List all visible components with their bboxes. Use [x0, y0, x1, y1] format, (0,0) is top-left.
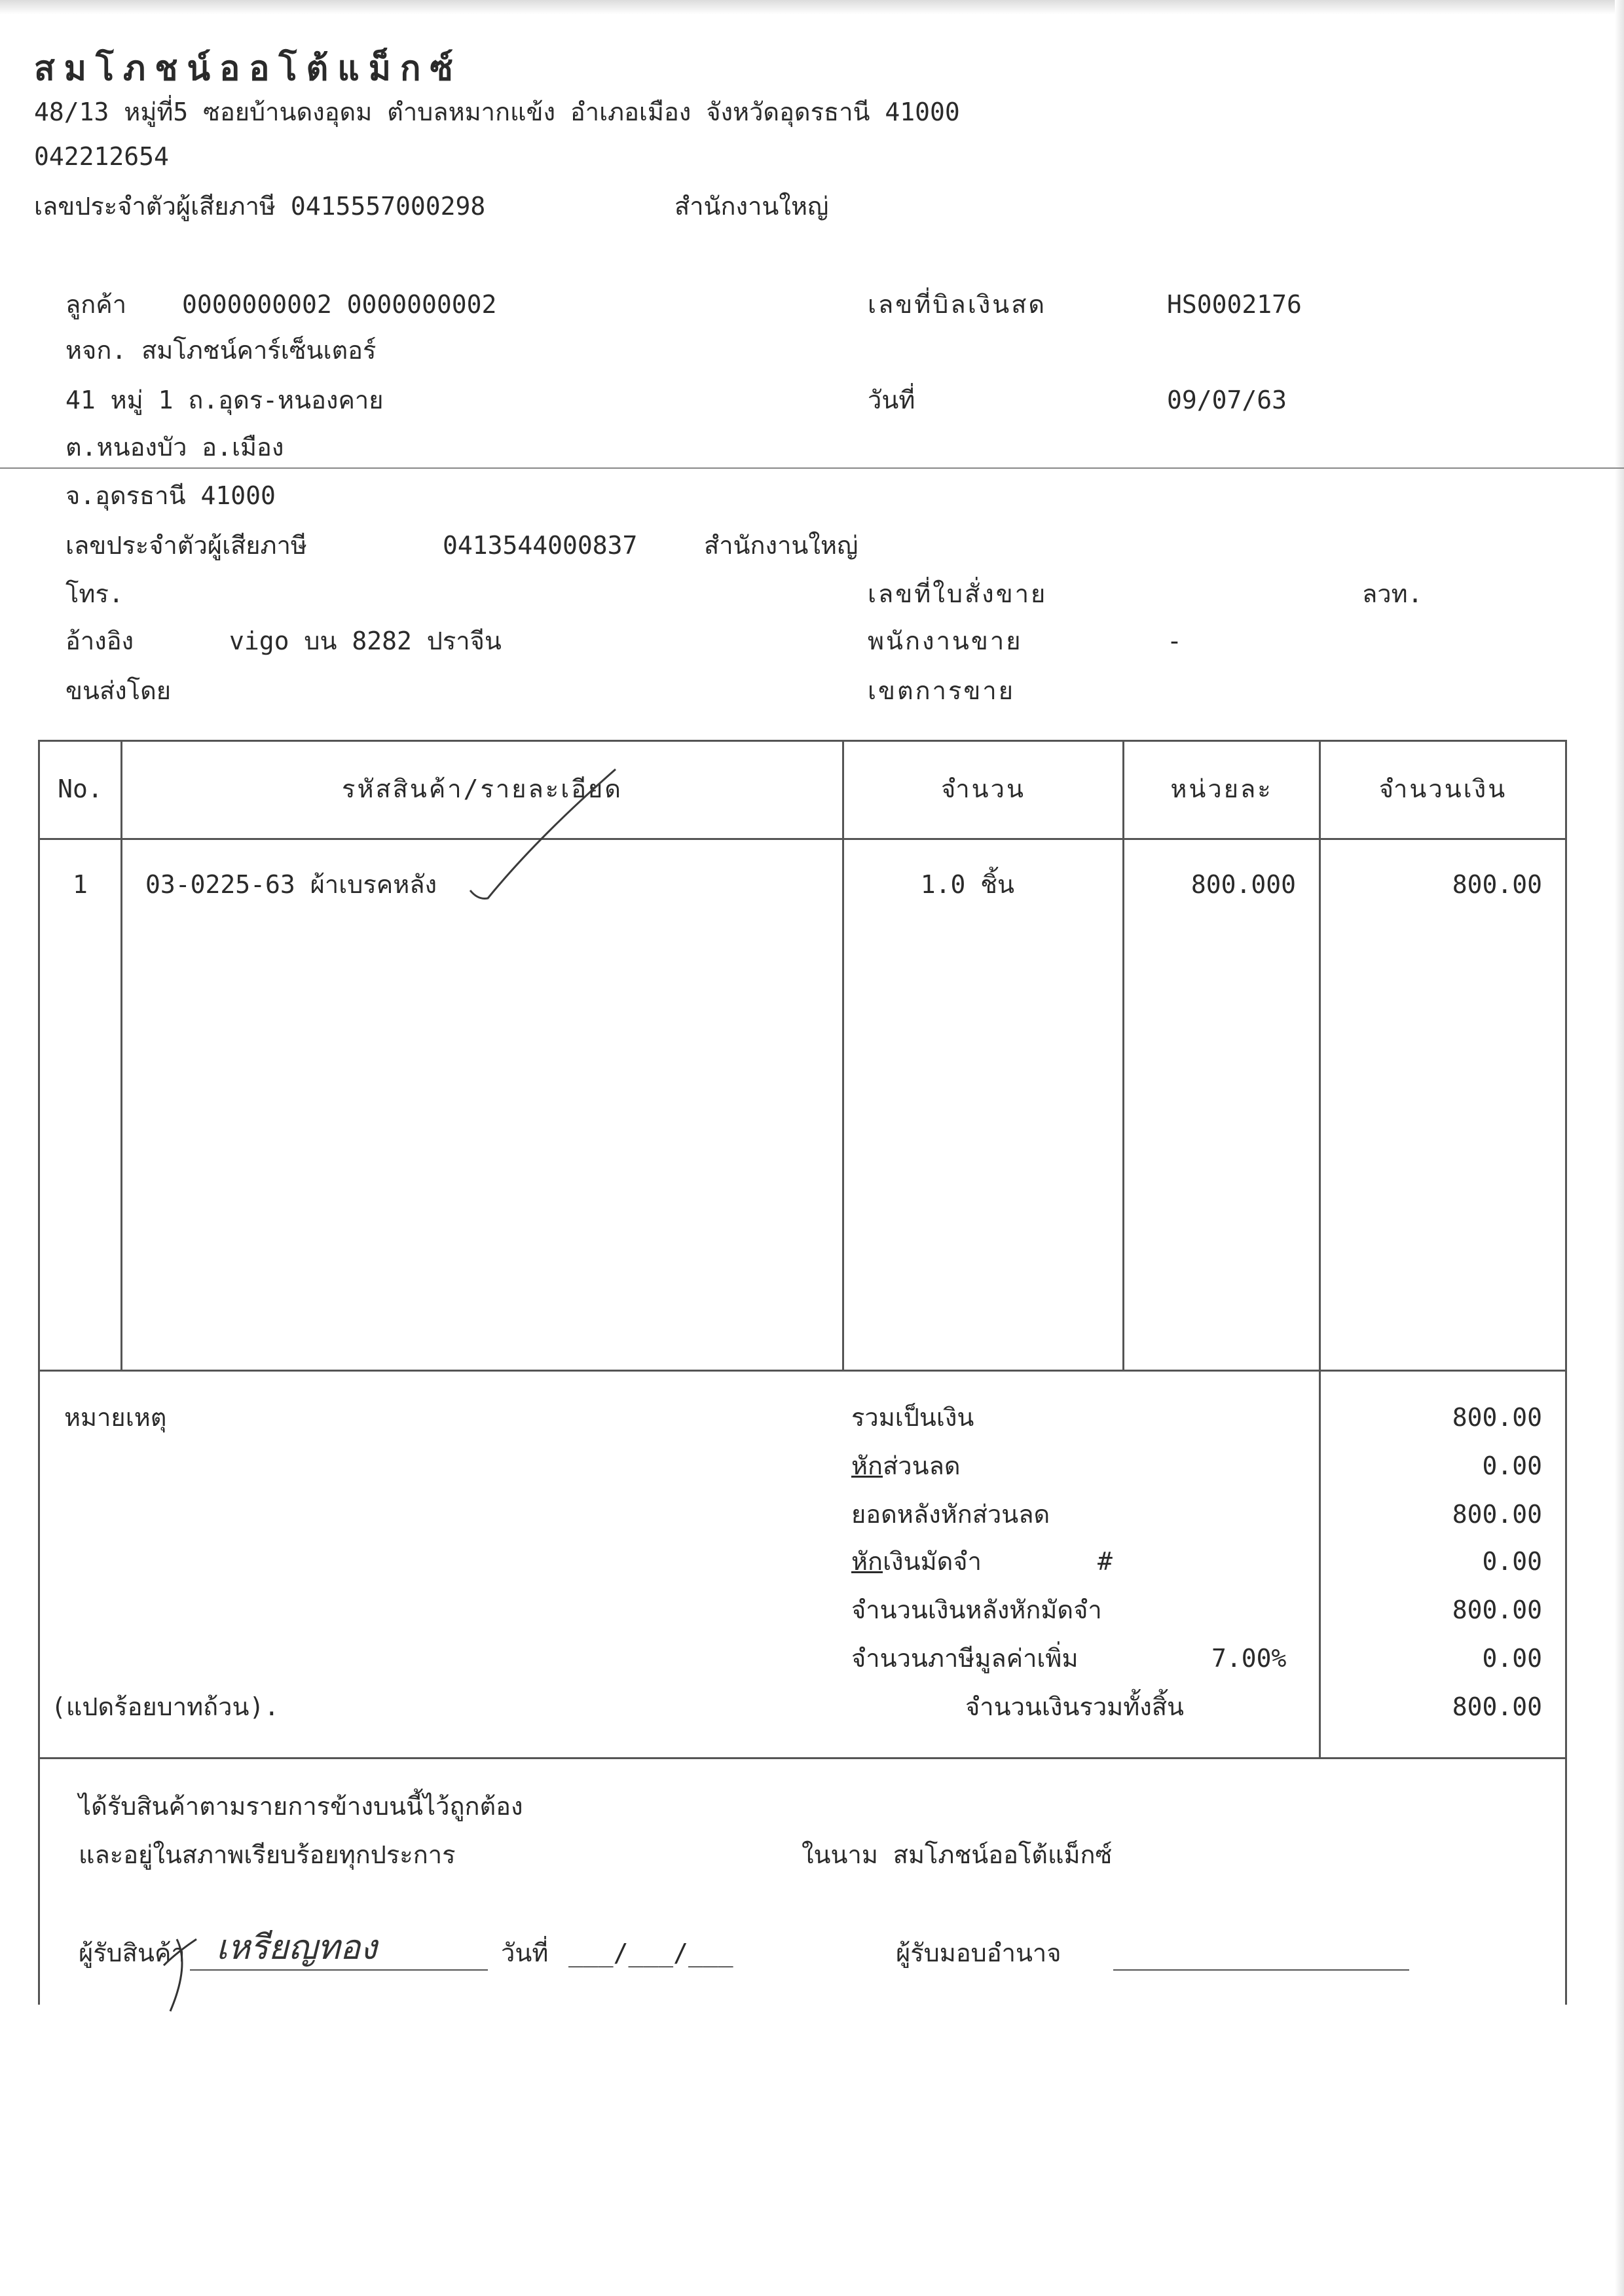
scan-right-edge: [1615, 0, 1624, 2296]
header-amount: จำนวนเงิน: [1378, 774, 1507, 803]
table-header-border: [38, 838, 1567, 840]
bill-number-label: เลขที่บิลเงินสด: [868, 290, 1047, 319]
customer-address-1: 41 หมู่ 1 ถ.อุดร-หนองคาย: [65, 386, 384, 414]
amount-in-words: (แปดร้อยบาทถ้วน).: [51, 1692, 280, 1721]
row-description: 03-0225-63 ผ้าเบรคหลัง: [145, 870, 437, 899]
table-top-border: [38, 740, 1567, 742]
checkmark-icon: [458, 759, 629, 910]
discount-label: หักส่วนลด: [851, 1451, 961, 1480]
customer-branch: สำนักงานใหญ่: [704, 531, 858, 560]
company-name: สมโภชน์ออโต้แม็กซ์: [34, 49, 462, 88]
received-line-2: และอยู่ในสภาพเรียบร้อยทุกประการ: [79, 1840, 456, 1869]
company-branch: สำนักงานใหญ่: [674, 192, 829, 221]
signature-stroke-icon: [157, 1926, 236, 2018]
discount-value: 0.00: [1482, 1451, 1542, 1480]
row-quantity: 1.0 ชิ้น: [920, 870, 1014, 899]
after-deposit-value: 800.00: [1452, 1595, 1542, 1624]
company-tax-id: เลขประจำตัวผู้เสียภาษี 0415557000298: [34, 192, 486, 221]
customer-tax-id: 0413544000837: [443, 531, 638, 560]
receiver-signature: เหรียญทอง: [216, 1928, 377, 1967]
salesperson-label: พนักงานขาย: [868, 627, 1023, 655]
deposit-value: 0.00: [1482, 1547, 1542, 1576]
salesperson-value: -: [1167, 627, 1182, 655]
header-description: รหัสสินค้า/รายละเอียด: [342, 774, 623, 803]
receiver-label: ผู้รับสินค้า: [79, 1939, 185, 1967]
customer-address-2: ต.หนองบัว อ.เมือง: [65, 433, 284, 462]
shipping-label: ขนส่งโดย: [65, 676, 172, 705]
table-right-border: [1565, 740, 1567, 2005]
customer-phone-label: โทร.: [65, 579, 124, 608]
customer-name: หจก. สมโภชน์คาร์เซ็นเตอร์: [65, 336, 377, 365]
vat-label: จำนวนภาษีมูลค่าเพิ่ม: [851, 1644, 1079, 1673]
grand-total-label: จำนวนเงินรวมทั้งสิ้น: [965, 1692, 1184, 1721]
vat-value: 0.00: [1482, 1644, 1542, 1673]
remark-label: หมายเหตุ: [64, 1403, 167, 1432]
sales-order-label: เลขที่ใบสั่งขาย: [868, 579, 1048, 608]
table-left-border: [38, 740, 40, 2005]
vat-rate: 7.00%: [1211, 1644, 1287, 1673]
deposit-label: หักเงินมัดจำ: [851, 1547, 982, 1576]
after-discount-value: 800.00: [1452, 1500, 1542, 1529]
on-behalf-of: ในนาม สมโภชน์ออโต้แม็กซ์: [802, 1840, 1113, 1869]
header-quantity: จำนวน: [941, 774, 1025, 803]
table-col-divider: [120, 740, 122, 1370]
total-label: รวมเป็นเงิน: [851, 1403, 974, 1432]
sales-order-value: ลวท.: [1362, 579, 1423, 608]
date-label: วันที่: [868, 386, 915, 414]
bill-number: HS0002176: [1167, 290, 1302, 319]
table-col-divider: [842, 740, 844, 1370]
reference-value: vigo บน 8282 ปราจีน: [229, 627, 502, 655]
company-phone: 042212654: [34, 142, 169, 171]
summary-bottom-border: [38, 1757, 1567, 1759]
receive-date-label: วันที่: [501, 1939, 549, 1967]
bill-date: 09/07/63: [1167, 386, 1287, 414]
customer-code: 0000000002 0000000002: [182, 290, 497, 319]
deposit-hash: #: [1098, 1547, 1113, 1576]
authorized-label: ผู้รับมอบอำนาจ: [896, 1939, 1061, 1967]
company-address: 48/13 หมู่ที่5 ซอยบ้านดงอุดม ตำบลหมากแข้ง อำเภอเมือง จังหวัดอุดรธานี 41000: [34, 98, 960, 126]
scan-top-edge: [0, 0, 1624, 14]
receive-date-blanks: ___/___/___: [568, 1939, 733, 1967]
grand-total-value: 800.00: [1452, 1692, 1542, 1721]
customer-label: ลูกค้า: [65, 290, 127, 319]
table-bottom-border: [38, 1370, 1567, 1372]
after-discount-label: ยอดหลังหักส่วนลด: [851, 1500, 1050, 1529]
table-col-divider: [1122, 740, 1124, 1370]
authorized-signature-line: [1113, 1969, 1409, 1971]
header-no: No.: [58, 774, 103, 803]
scan-fold-line: [0, 467, 1624, 469]
customer-tax-label: เลขประจำตัวผู้เสียภาษี: [65, 531, 307, 560]
row-unit-price: 800.000: [1190, 870, 1296, 899]
after-deposit-label: จำนวนเงินหลังหักมัดจำ: [851, 1595, 1102, 1624]
row-amount: 800.00: [1452, 870, 1542, 899]
header-unit-price: หน่วยละ: [1170, 774, 1273, 803]
customer-address-3: จ.อุดรธานี 41000: [65, 481, 276, 510]
reference-label: อ้างอิง: [65, 627, 134, 655]
received-line-1: ได้รับสินค้าตามรายการข้างบนนี้ไว้ถูกต้อง: [79, 1792, 523, 1821]
receiver-signature-line: [190, 1969, 488, 1971]
sales-area-label: เขตการขาย: [868, 676, 1015, 705]
total-value: 800.00: [1452, 1403, 1542, 1432]
row-no: 1: [73, 870, 88, 899]
